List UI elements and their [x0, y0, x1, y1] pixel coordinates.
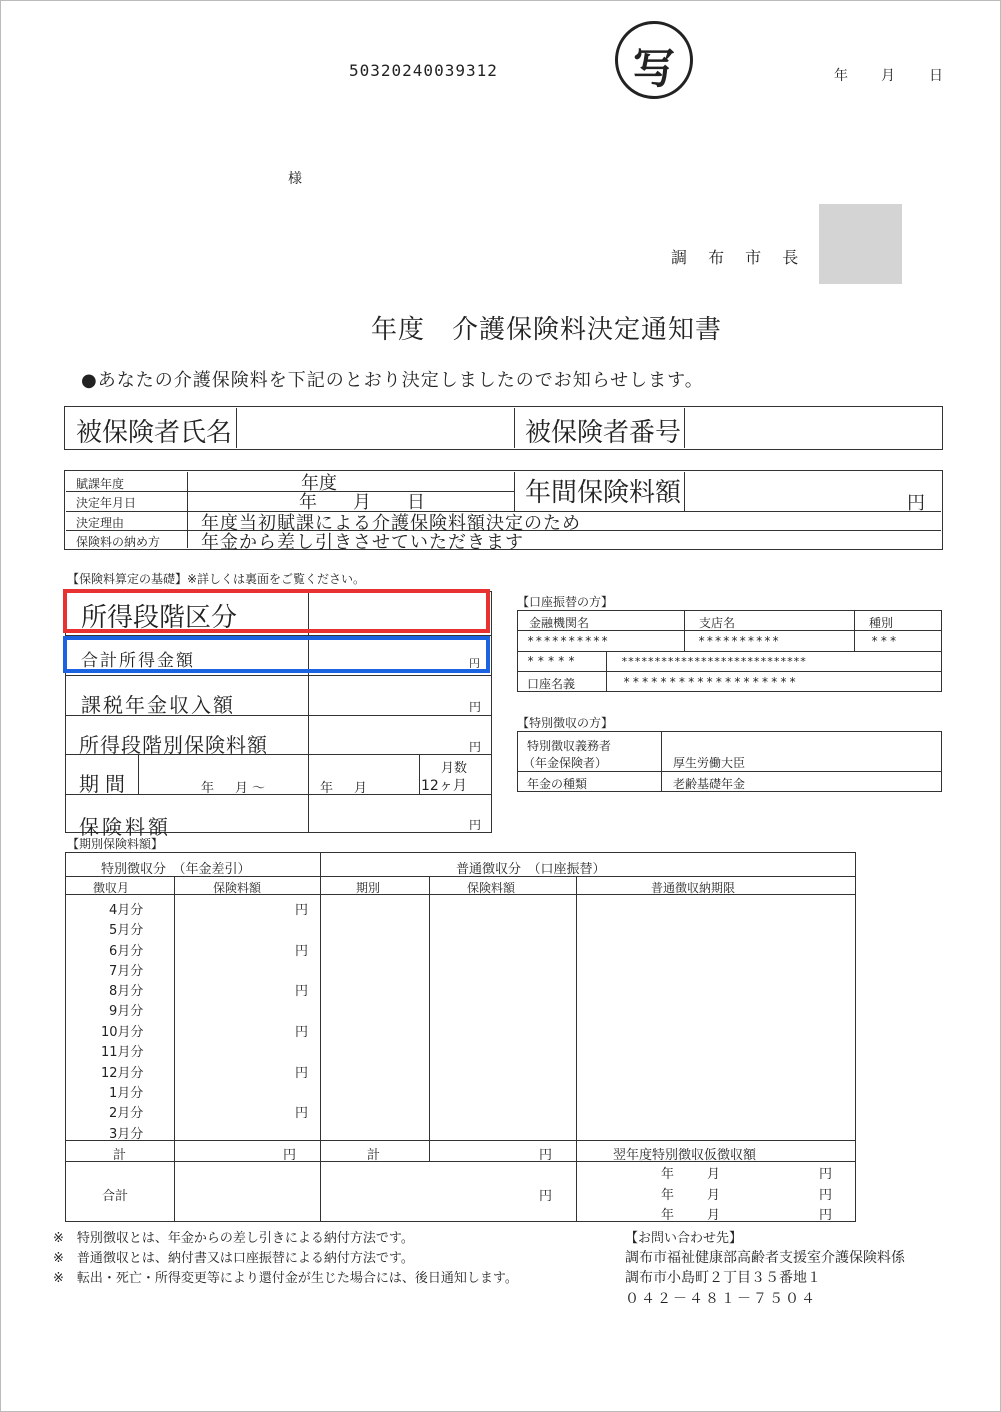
decision-label-reason: 決定理由 [76, 516, 125, 530]
col-premium: 保険料額 [213, 881, 262, 895]
ordinary-collection-header: 普通徴収分 （口座振替） [456, 862, 606, 877]
account-branch-masked: ********** [698, 634, 781, 648]
total-income-unit: 円 [469, 657, 480, 670]
ordinary-subtotal-unit: 円 [539, 1148, 553, 1163]
annual-premium-unit: 円 [907, 493, 925, 514]
month-row: 10月分 [101, 1025, 144, 1040]
month-row: 2月分 [109, 1106, 144, 1121]
next-year-row-month: 月 [707, 1167, 721, 1182]
months-label: 月数 [441, 761, 468, 776]
special-heading: 【特別徴収の方】 [517, 716, 614, 730]
month-row: 1月分 [109, 1086, 144, 1101]
honorific: 様 [288, 171, 302, 187]
col-month: 徴収月 [93, 881, 130, 895]
decision-label-year: 賦課年度 [76, 477, 125, 491]
pension-type-label: 年金の種類 [527, 777, 588, 791]
decision-label-method: 保険料の納め方 [76, 535, 161, 549]
premium-label: 保険料額 [79, 815, 171, 839]
decision-label-date: 決定年月日 [76, 496, 137, 510]
month-yen: 円 [295, 903, 309, 918]
next-year-row-year: 年 [661, 1208, 675, 1223]
account-heading: 【口座振替の方】 [517, 595, 614, 609]
month-yen: 円 [295, 984, 309, 999]
month-yen: 円 [295, 1106, 309, 1121]
account-type-masked: *** [871, 634, 899, 648]
stamp-char: 写 [632, 44, 675, 93]
contact-heading: 【お問い合わせ先】 [625, 1231, 743, 1246]
account-holder-masked: ******************* [623, 675, 799, 689]
income-stage-highlight [63, 589, 490, 633]
month-row: 8月分 [109, 984, 144, 999]
insured-number-label: 被保険者番号 [525, 418, 682, 448]
account-number-masked: ***** [527, 654, 579, 668]
basis-heading: 【保険料算定の基礎】※詳しくは裏面をご覧ください。 [67, 572, 366, 586]
contact-address: 調布市小島町２丁目３５番地１ [625, 1270, 821, 1286]
date-year: 年 [834, 68, 848, 84]
special-subtotal-unit: 円 [283, 1148, 297, 1163]
next-year-row-year: 年 [661, 1188, 675, 1203]
col-deadline: 普通徴収納期限 [651, 881, 736, 895]
stage-premium-label: 所得段階別保険料額 [79, 733, 268, 757]
pension-type-value: 老齢基礎年金 [673, 777, 746, 791]
insured-name-label: 被保険者氏名 [76, 418, 233, 448]
premium-unit: 円 [469, 818, 482, 832]
ordinary-subtotal-label: 計 [367, 1148, 381, 1163]
account-detail-masked: **************************** [621, 655, 807, 668]
months-value: 12ヶ月 [421, 778, 467, 794]
period-value: 年 月～ 年 月 [201, 781, 372, 796]
account-header-branch: 支店名 [699, 616, 736, 630]
pension-income-label: 課税年金収入額 [81, 693, 235, 717]
account-bank-masked: ********** [527, 634, 610, 648]
account-header-bank: 金融機関名 [529, 616, 590, 630]
next-year-row-unit: 円 [819, 1167, 833, 1182]
month-row: 7月分 [109, 964, 144, 979]
schedule-table [65, 852, 856, 1222]
next-year-row-year: 年 [661, 1167, 675, 1182]
decision-value-date: 年 月 日 [299, 492, 425, 513]
issuer: 調 布 市 長 [671, 248, 807, 267]
col-premium-2: 保険料額 [467, 881, 516, 895]
obligor-sub: （年金保険者） [523, 756, 608, 770]
total-income-highlight [63, 636, 490, 673]
income-stage-label: 所得段階区分 [81, 603, 238, 633]
next-year-row-month: 月 [707, 1208, 721, 1223]
month-yen: 円 [295, 1066, 309, 1081]
pension-income-unit: 円 [469, 700, 482, 714]
copy-stamp [615, 21, 693, 99]
next-year-label: 翌年度特別徴収仮徴収額 [613, 1148, 757, 1163]
month-row: 12月分 [101, 1066, 144, 1081]
period-label: 期間 [79, 772, 131, 796]
note-refund: ※ 転出・死亡・所得変更等により還付金が生じた場合には、後日通知します。 [53, 1271, 518, 1286]
month-row: 4月分 [109, 903, 144, 918]
special-collection-header: 特別徴収分 （年金差引） [101, 862, 251, 877]
month-yen: 円 [295, 944, 309, 959]
month-row: 6月分 [109, 944, 144, 959]
next-year-row-unit: 円 [819, 1188, 833, 1203]
note-special: ※ 特別徴収とは、年金からの差し引きによる納付方法です。 [53, 1231, 414, 1246]
month-row: 9月分 [109, 1004, 144, 1019]
note-ordinary: ※ 普通徴収とは、納付書又は口座振替による納付方法です。 [53, 1251, 414, 1266]
account-holder-label: 口座名義 [527, 677, 576, 691]
document-title: 年度 介護保険料決定通知書 [371, 315, 723, 345]
date-day: 日 [929, 68, 943, 84]
special-subtotal-label: 計 [113, 1148, 127, 1163]
grand-total-unit: 円 [539, 1189, 553, 1204]
date-month: 月 [881, 68, 895, 84]
contact-phone: ０４２－４８１－７５０４ [625, 1291, 817, 1307]
month-row: 3月分 [109, 1127, 144, 1142]
decision-value-year: 年度 [301, 473, 337, 494]
month-yen: 円 [295, 1025, 309, 1040]
next-year-row-month: 月 [707, 1188, 721, 1203]
contact-office: 調布市福祉健康部高齢者支援室介護保険料係 [625, 1250, 905, 1266]
decision-value-method: 年金から差し引きさせていただきます [201, 532, 524, 553]
total-income-label: 合計所得金額 [81, 651, 195, 671]
col-term: 期別 [356, 881, 381, 895]
intro-text: ●あなたの介護保険料を下記のとおり決定しましたのでお知らせします。 [81, 370, 704, 391]
redacted-seal [819, 204, 902, 284]
stage-premium-unit: 円 [469, 740, 482, 754]
month-row: 11月分 [101, 1045, 144, 1060]
schedule-heading: 【期別保険料額】 [67, 837, 164, 851]
annual-premium-label: 年間保険料額 [525, 478, 682, 508]
account-header-type: 種別 [869, 616, 894, 630]
obligor-value: 厚生労働大臣 [673, 756, 746, 770]
document-number: 50320240039312 [349, 61, 498, 80]
decision-value-reason: 年度当初賦課による介護保険料額決定のため [201, 513, 581, 534]
month-row: 5月分 [109, 923, 144, 938]
next-year-row-unit: 円 [819, 1208, 833, 1223]
grand-total-label: 合計 [102, 1189, 129, 1204]
obligor-label: 特別徴収義務者 [527, 739, 612, 753]
